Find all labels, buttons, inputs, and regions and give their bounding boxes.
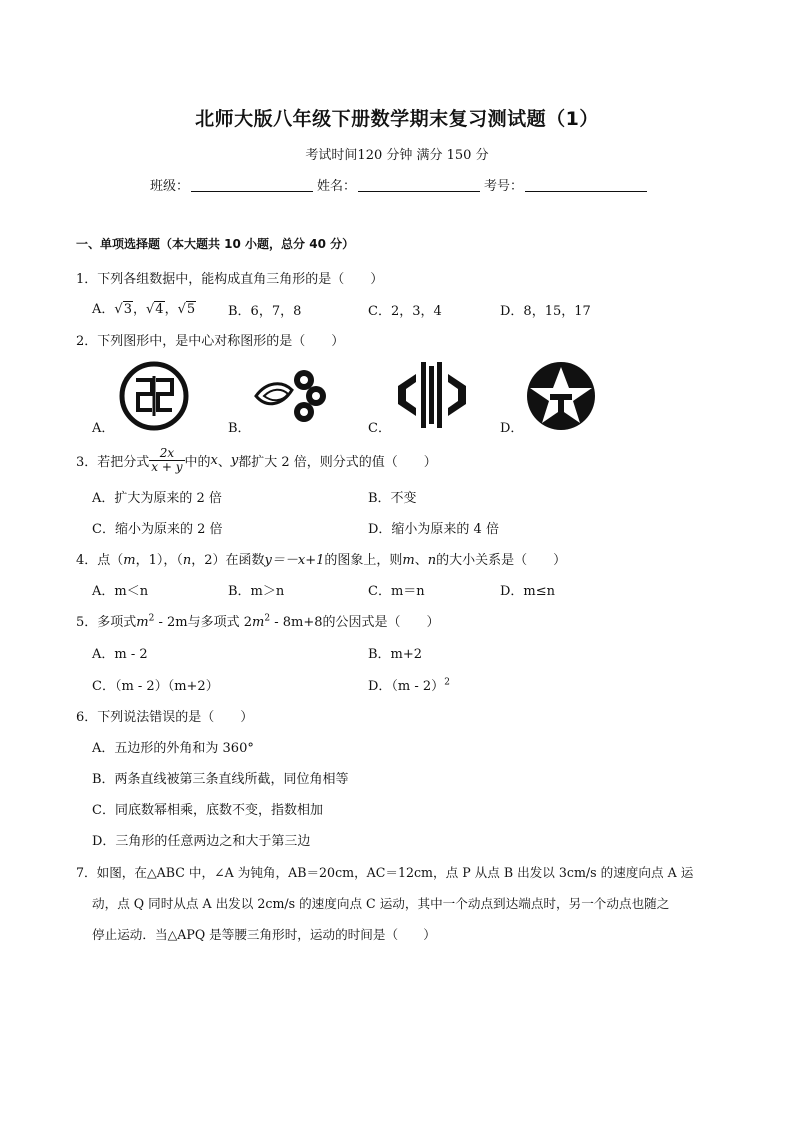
question-4-option-c: C．m＝n [368,584,425,599]
page-title: 北师大版八年级下册数学期末复习测试题（1） [195,108,599,130]
sqrt-5: √5 [177,302,196,317]
exam-info: 考试时间120 分钟 满分 150 分 [305,148,489,163]
question-7-line-3: 停止运动．当△APQ 是等腰三角形时，运动的时间是（ ） [92,927,436,942]
option-a-prefix: A． [92,302,115,317]
question-4-option-b: B．m＞n [228,584,285,599]
question-5-option-d: D．（m - 2）$^2$ [368,677,450,694]
question-2-option-d: D． [500,421,524,436]
question-3-option-c: C．缩小为原来的 2 倍 [92,522,223,537]
question-6-stem: 6．下列说法错误的是（ ） [76,710,254,725]
question-2-option-b: B． [228,421,251,436]
question-3-stem: 3．若把分式 $\frac{2x}{x + y}$ 中的 x 、 y 都扩大 2 倍，则分式的值（ ） [76,445,437,474]
question-1-option-a: A．√3，√4，√5 [92,302,196,317]
question-5-option-c: C．（m - 2）（m+2） [92,679,219,694]
class-blank[interactable] [191,177,313,192]
question-6-option-a: A．五边形的外角和为 360° [92,741,254,756]
question-4-option-a: A．m＜n [92,584,149,599]
student-info-fields [150,174,670,194]
question-4-stem: 4．点（m，1），（n，2）在函数y＝－x+1的图象上，则m、n的大小关系是（ ） [76,553,567,568]
id-label: 考号： [484,179,524,194]
question-5-option-b: B．m+2 [368,647,423,662]
question-3-option-b: B．不变 [368,491,417,506]
class-label: 班级： [150,179,190,194]
figure-d-star-badge-icon [524,360,598,432]
figure-b-leaf-ornament-icon [252,366,330,424]
question-6-option-b: B．两条直线被第三条直线所截，同位角相等 [92,772,349,787]
section-heading: 一、单项选择题（本大题共 10 小题，总分 40 分） [76,237,355,251]
sqrt-4: √4 [145,302,164,317]
question-3-option-d: D．缩小为原来的 4 倍 [368,522,499,537]
question-2-option-c: C． [368,421,391,436]
question-5-stem: 5．多项式$m^2 - 2m$与多项式 $2m^2 - 8m+8$的公因式是（ ） [76,613,440,630]
question-2-option-a: A． [92,421,115,436]
figure-c-bracket-bars-icon [394,360,470,430]
question-1-option-d: D．8，15，17 [500,304,591,319]
question-7-line-2: 动，点 Q 同时从点 A 出发以 2cm/s 的速度向点 C 运动，其中一个动点到达端点时，另一个动点也随之 [92,896,670,911]
question-2-stem: 2．下列图形中，是中心对称图形的是（ ） [76,334,345,349]
question-7-line-1: 7．如图，在△ABC 中，∠A 为钝角，AB＝20cm，AC＝12cm，点 P 从点 B 出发以 3cm/s 的速度向点 A 运 [76,865,694,880]
name-label: 姓名： [317,179,357,194]
id-blank[interactable] [525,177,647,192]
question-5-option-a: A．m - 2 [92,647,148,662]
question-1-option-c: C．2，3，4 [368,304,442,319]
fraction-2x-over-x-plus-y: $\frac{2x}{x + y}$ [151,445,183,474]
figure-a-circle-logo-icon [118,360,190,432]
name-blank[interactable] [358,177,480,192]
question-6-option-c: C．同底数幂相乘，底数不变，指数相加 [92,803,323,818]
question-1-stem: 1．下列各组数据中，能构成直角三角形的是（ ） [76,272,384,287]
question-3-option-a: A．扩大为原来的 2 倍 [92,491,222,506]
question-1-option-b: B．6，7，8 [228,304,302,319]
question-6-option-d: D．三角形的任意两边之和大于第三边 [92,834,311,849]
question-4-option-d: D．m≤n [500,584,556,599]
sqrt-3: √3 [114,302,132,317]
